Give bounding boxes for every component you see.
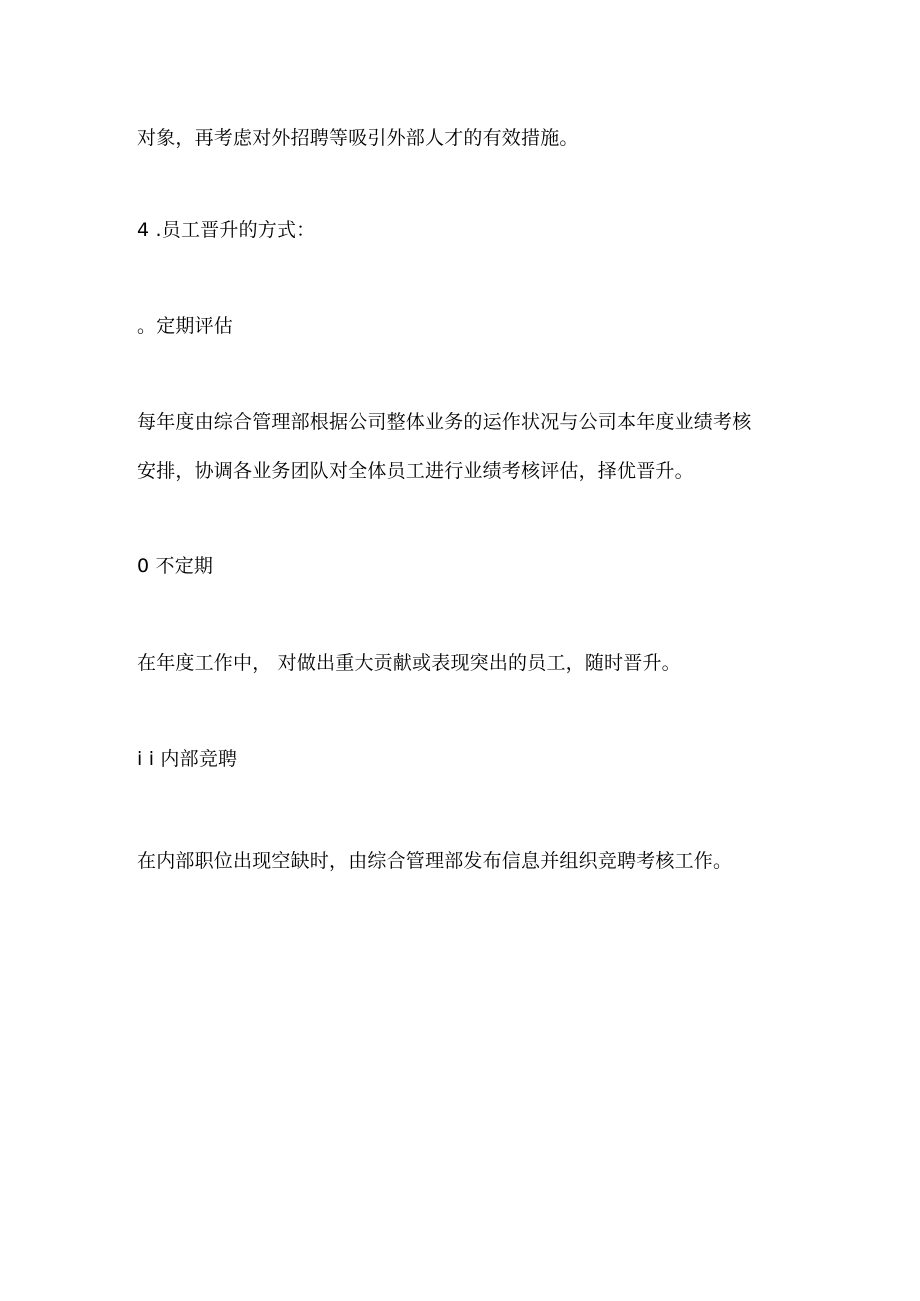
paragraph-regular-evaluation-line-1: 每年度由综合管理部根据公司整体业务的运作状况与公司本年度业绩考核 xyxy=(137,411,752,433)
paragraph-internal-competition: 在内部职位出现空缺时，由综合管理部发布信息并组织竞聘考核工作。 xyxy=(137,850,733,872)
subheading-regular-evaluation: 。定期评估 xyxy=(137,315,234,337)
subheading-internal-competition: i i 内部竞聘 xyxy=(137,748,238,770)
paragraph-continuation: 对象，再考虑对外招聘等吸引外部人才的有效措施。 xyxy=(137,127,579,149)
paragraph-regular-evaluation-line-2: 安排，协调各业务团队对全体员工进行业绩考核评估，择优晋升。 xyxy=(137,460,694,482)
subheading-irregular: 0 不定期 xyxy=(137,555,214,577)
section-heading-promotion-methods: 4 .员工晋升的方式： xyxy=(137,219,316,241)
paragraph-irregular: 在年度工作中， 对做出重大贡献或表现突出的员工，随时晋升。 xyxy=(137,652,681,674)
